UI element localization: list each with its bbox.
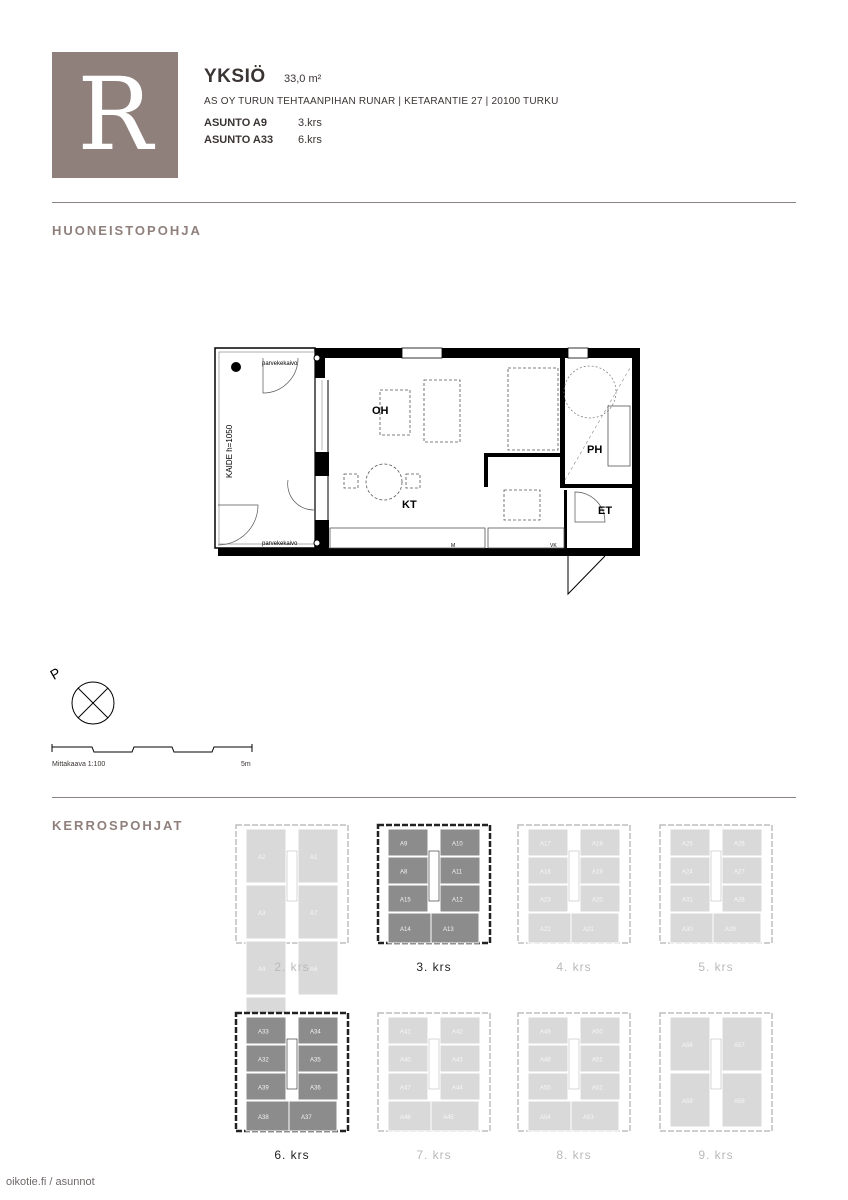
unit-label: ASUNTO A33 [204,134,274,146]
floor-unit [670,913,718,943]
floor-unit-label: A13 [443,927,454,933]
floor-unit-label: A40 [400,1057,411,1064]
floor-unit-label: A58 [734,1099,745,1105]
unit-floor: 3.krs [298,117,322,129]
floor-unit-label: A51 [592,1057,603,1064]
floor-unit [388,1101,436,1131]
floor-unit-label: A55 [540,1085,551,1092]
floor-unit-label: A54 [540,1115,551,1121]
floor-unit-label: A36 [310,1085,321,1092]
floor-unit-label: A12 [452,897,463,904]
floor-unit [289,1101,337,1131]
floor-unit-label: A41 [400,1029,411,1036]
floor-unit-label: A1 [310,855,318,861]
floor-unit [246,829,286,883]
floor-unit-label: A46 [400,1115,411,1121]
address-line: AS OY TURUN TEHTAANPIHAN RUNAR | KETARANTIE 27 | 20100 TURKU [204,96,559,107]
balcony-drain-label: parvekekaivo [262,541,298,547]
floor-unit-label: A11 [452,869,463,876]
footer-text: oikotie.fi / asunnot [6,1176,95,1188]
floor-unit [298,829,338,883]
floor-unit-label: A21 [583,927,594,933]
floor-unit-label: A39 [258,1085,269,1092]
floor-label: 3. krs [416,960,452,974]
railing-label: KAIDE h=1050 [225,424,234,478]
floor-unit-label: A33 [258,1029,269,1036]
floor-plan-thumbnail [514,1004,634,1144]
floor-unit-label: A10 [452,841,463,848]
floor-plan-thumbnail [656,816,776,956]
floor-unit-label: A34 [310,1029,321,1036]
floor-unit [431,913,479,943]
floor-plan-thumbnail [514,816,634,956]
plan-heading: HUONEISTOPOHJA [52,223,202,238]
floor-unit-label: A17 [540,841,551,848]
floor-unit-label: A25 [682,841,693,848]
floor-unit-label: A20 [592,897,603,904]
floor-label: 8. krs [556,1148,592,1162]
floor-label: 7. krs [416,1148,452,1162]
floor-unit-label: A8 [400,869,408,876]
divider [52,797,796,798]
floor-label: 5. krs [698,960,734,974]
floor-unit-label: A38 [258,1115,269,1121]
logo [52,52,178,178]
floor-unit-label: A18 [592,841,603,848]
floor-unit-label: A53 [583,1115,594,1121]
appliance-label: M [451,543,456,549]
appliance-label: VK [550,543,557,549]
floor-unit-label: A50 [592,1029,603,1036]
room-label-ph: PH [587,444,603,456]
floor-unit-label: A26 [734,841,745,848]
scale-label: Mittakaava 1:100 [52,761,106,768]
unit-label: ASUNTO A9 [204,117,267,129]
floor-unit-label: A37 [301,1115,312,1121]
floor-unit [571,913,619,943]
floor-unit [388,857,428,884]
apartment-type-title: YKSIÖ [204,66,266,87]
floor-unit-label: A32 [258,1057,269,1064]
room-label-et: ET [598,505,613,517]
floor-label: 6. krs [274,1148,310,1162]
floor-unit [246,885,286,939]
floor-unit [528,913,576,943]
floor-unit-label: A6 [310,967,318,973]
floor-unit-label: A19 [592,869,603,876]
floor-unit-label: A44 [452,1085,463,1092]
floor-unit-label: A4 [258,967,266,973]
floor-unit [431,1101,479,1131]
floor-unit-label: A7 [310,911,318,917]
floor-unit-label: A2 [258,855,266,861]
floor-unit-label: A3 [258,911,266,917]
floor-unit-label: A35 [310,1057,321,1064]
floor-unit [713,913,761,943]
floor-plan-thumbnail [656,1004,776,1144]
unit-floor: 6.krs [298,134,322,146]
balcony-drain-label: parvekekaivo [262,361,298,367]
floor-unit-label: A57 [734,1043,745,1049]
floor-unit-label: A42 [452,1029,463,1036]
floor-unit-label: A29 [725,927,736,933]
floor-unit-label: A52 [592,1085,603,1092]
divider [52,202,796,203]
floors-heading: KERROSPOHJAT [52,818,184,833]
scale-end-label: 5m [241,761,251,768]
floor-unit-label: A15 [400,897,411,904]
floor-unit [298,885,338,939]
floor-label: 4. krs [556,960,592,974]
floor-plan-thumbnail [232,1004,352,1144]
apartment-floor-plan [200,340,660,600]
floor-unit [246,1101,294,1131]
floor-label: 9. krs [698,1148,734,1162]
floor-unit-label: A45 [443,1115,454,1121]
floor-unit-label: A9 [400,841,408,848]
floor-unit-label: A31 [682,897,693,904]
logo-letter: R [77,56,153,173]
room-label-oh: OH [372,405,389,417]
floor-unit [528,1101,576,1131]
floor-unit-label: A24 [682,869,693,876]
floor-unit-label: A59 [682,1099,693,1105]
room-label-kt: KT [402,499,417,511]
unit-row [204,134,322,146]
north-letter: P [47,664,64,683]
floor-unit-label: A49 [540,1029,551,1036]
floor-unit-label: A14 [400,927,411,933]
floor-unit-label: A48 [540,1057,551,1064]
floor-unit-label: A56 [682,1043,693,1049]
floor-unit-label: A47 [400,1085,411,1092]
floor-unit-label: A30 [682,927,693,933]
north-arrow [46,660,126,730]
floor-unit-label: A28 [734,897,745,904]
unit-row [204,117,322,129]
floor-unit [388,829,428,856]
floor-unit-label: A27 [734,869,745,876]
floor-label: 2. krs [274,960,310,974]
floor-plan-thumbnail [374,816,494,956]
floor-unit [571,1101,619,1131]
floor-unit [388,913,436,943]
floor-unit-label: A16 [540,869,551,876]
floor-unit-label: A22 [540,927,551,933]
floor-unit-label: A43 [452,1057,463,1064]
apartment-area: 33,0 m² [284,73,322,85]
floor-plan-thumbnail [374,1004,494,1144]
floor-unit-label: A23 [540,897,551,904]
